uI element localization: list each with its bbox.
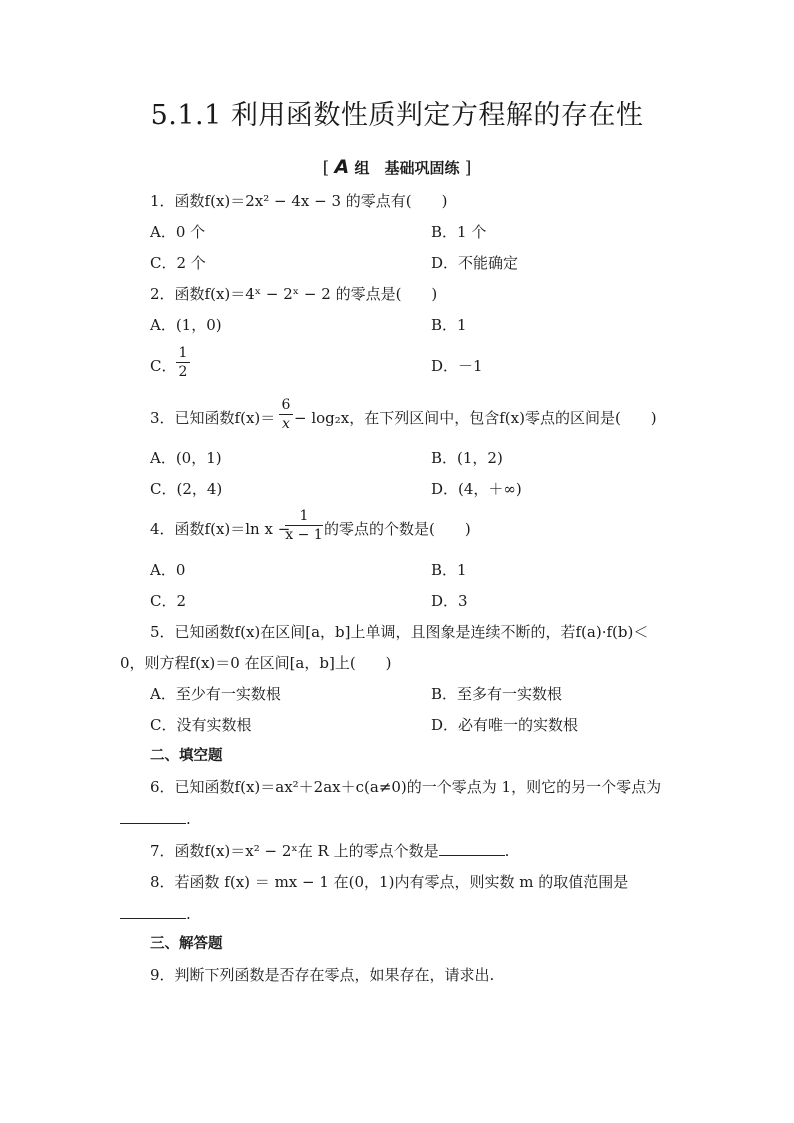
q1-option-a: A．0 个 (150, 223, 206, 241)
q8-suffix: . (186, 905, 191, 923)
group-label: 组 基础巩固练 (354, 159, 460, 177)
q3-option-c: C．(2，4) (150, 480, 223, 498)
q5-option-d: D．必有唯一的实数根 (431, 716, 579, 734)
q5-option-a: A．至少有一实数根 (150, 685, 281, 703)
q1-option-b: B．1 个 (431, 223, 487, 241)
q3-fraction (279, 397, 293, 432)
q3-stem-prefix: 3．已知函数f(x)＝ (150, 409, 276, 427)
group-letter: A (334, 156, 350, 178)
fraction-numerator: 6 (281, 397, 291, 413)
q3-stem-suffix: − log₂x，在下列区间中，包含f(x)零点的区间是( ) (294, 409, 657, 427)
q7-stem (150, 840, 509, 861)
section-solution-heading: 三、解答题 (150, 936, 223, 952)
q5-option-b: B．至多有一实数根 (431, 685, 563, 703)
q6-stem-line2 (120, 808, 191, 829)
q4-stem-prefix: 4．函数f(x)＝ln x − (150, 520, 291, 538)
fraction-bar (279, 414, 293, 415)
q1-option-d: D．不能确定 (431, 254, 519, 272)
fraction-numerator: 1 (178, 345, 188, 361)
q5-stem-line2: 0，则方程f(x)＝0 在区间[a，b]上( ) (120, 654, 392, 672)
q2-option-b: B．1 (431, 316, 467, 334)
q6-stem-line1: 6．已知函数f(x)＝ax²＋2ax＋c(a≠0)的一个零点为 1，则它的另一个零点为 (150, 778, 662, 796)
q2-stem: 2．函数f(x)＝4ˣ − 2ˣ − 2 的零点是( ) (150, 285, 438, 303)
q2-option-c-fraction (176, 345, 190, 380)
q1-option-c: C．2 个 (150, 254, 206, 272)
fraction-denominator: x (282, 416, 290, 432)
q7-suffix: . (504, 842, 510, 860)
q5-option-c: C．没有实数根 (150, 716, 252, 734)
q8-stem-line1: 8．若函数 f(x) ＝ mx − 1 在(0，1)内有零点，则实数 m 的取值范围是 (150, 873, 629, 891)
fraction-bar (176, 362, 190, 363)
q4-option-a: A．0 (150, 561, 186, 579)
fraction-denominator: x − 1 (285, 527, 323, 543)
q7-stem-text: 7．函数f(x)＝x² − 2ˣ在 R 上的零点个数是 (150, 842, 439, 860)
q2-option-c: C． (150, 357, 177, 375)
q4-stem-suffix: 的零点的个数是( ) (324, 520, 471, 538)
q3-option-b: B．(1，2) (431, 449, 503, 467)
page-title: 5.1.1 利用函数性质判定方程解的存在性 (150, 100, 644, 131)
left-bracket: [ (322, 158, 330, 178)
q8-stem-line2 (120, 903, 191, 924)
q1-stem: 1．函数f(x)＝2x² − 4x − 3 的零点有( ) (150, 192, 448, 210)
fraction-bar (285, 525, 323, 526)
q7-answer-blank[interactable] (439, 840, 505, 856)
q4-fraction (285, 508, 323, 543)
q4-option-b: B．1 (431, 561, 467, 579)
section-fill-in-heading: 二、填空题 (150, 748, 223, 764)
fraction-denominator: 2 (178, 364, 188, 380)
q9-stem: 9．判断下列函数是否存在零点，如果存在，请求出. (150, 966, 495, 984)
q3-option-d: D．(4，＋∞) (431, 480, 522, 498)
q4-option-c: C．2 (150, 592, 187, 610)
q3-option-a: A．(0，1) (150, 449, 222, 467)
q6-suffix: . (186, 810, 191, 828)
q8-answer-blank[interactable] (120, 903, 186, 919)
q4-option-d: D．3 (431, 592, 468, 610)
q5-stem-line1: 5．已知函数f(x)在区间[a，b]上单调，且图象是连续不断的，若f(a)·f(b)＜ (150, 623, 649, 641)
right-bracket: ] (464, 158, 472, 178)
q6-answer-blank[interactable] (120, 808, 186, 824)
q2-option-a: A．(1，0) (150, 316, 222, 334)
q2-option-d: D．－1 (431, 357, 483, 375)
group-header (0, 156, 794, 179)
fraction-numerator: 1 (299, 508, 309, 524)
